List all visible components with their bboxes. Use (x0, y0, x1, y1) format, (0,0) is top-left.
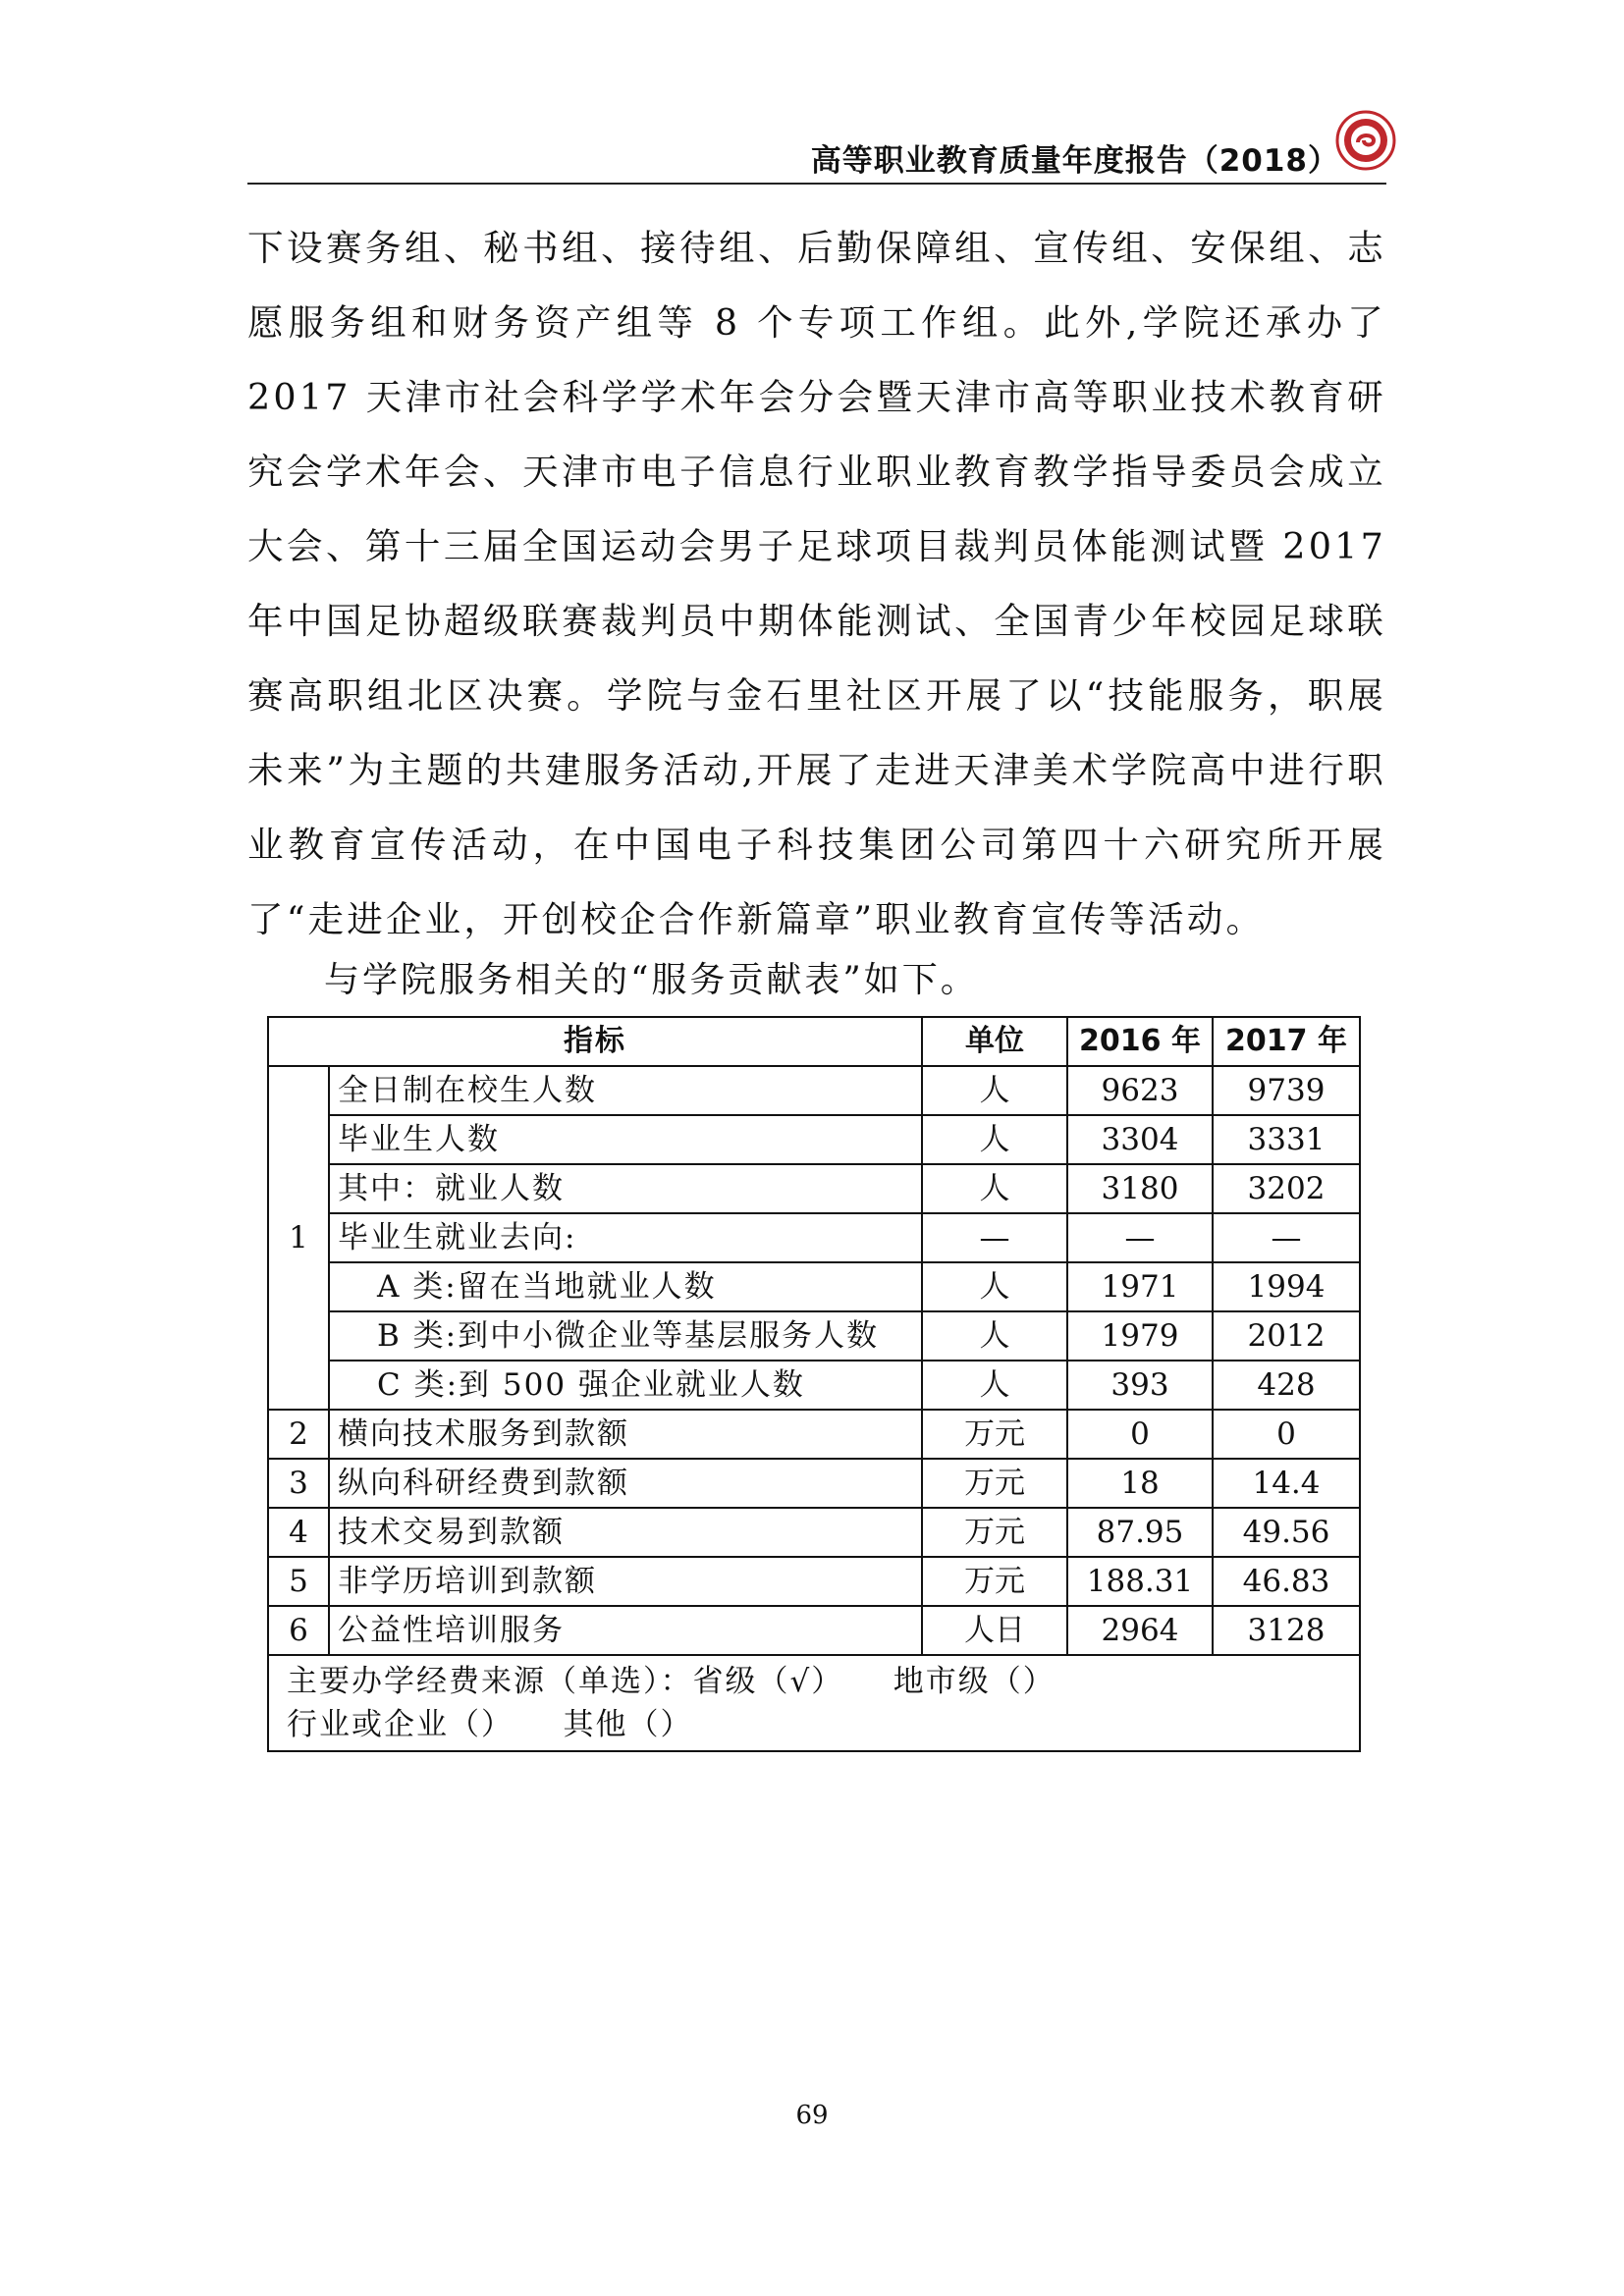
row-unit: 人 (922, 1262, 1067, 1311)
row-2017: 3202 (1213, 1164, 1360, 1213)
funding-source-line1: 主要办学经费来源（单选）：省级（√） 地市级（） (287, 1664, 1056, 1699)
row-unit: 人日 (922, 1606, 1067, 1655)
table-row (268, 1508, 1360, 1557)
row-2017: 49.56 (1213, 1508, 1360, 1557)
header-rule (247, 183, 1386, 185)
college-emblem-icon (1335, 110, 1396, 171)
row-2016: 188.31 (1067, 1557, 1213, 1606)
row-2016: 3304 (1067, 1115, 1213, 1164)
row-indicator: A 类:留在当地就业人数 (329, 1262, 922, 1311)
row-index: 6 (268, 1606, 329, 1655)
row-2016: 1971 (1067, 1262, 1213, 1311)
table-row (268, 1606, 1360, 1655)
row-unit: 万元 (922, 1508, 1067, 1557)
row-2016: 1979 (1067, 1311, 1213, 1361)
row-2016: 0 (1067, 1410, 1213, 1459)
row-indicator: C 类:到 500 强企业就业人数 (329, 1361, 922, 1410)
row-2016: 2964 (1067, 1606, 1213, 1655)
row-2016: 18 (1067, 1459, 1213, 1508)
table-row (268, 1361, 1360, 1410)
row-2016: 87.95 (1067, 1508, 1213, 1557)
row-unit: 万元 (922, 1459, 1067, 1508)
row-indicator: 毕业生就业去向: (329, 1213, 922, 1262)
row-2017: 46.83 (1213, 1557, 1360, 1606)
row-unit: 人 (922, 1066, 1067, 1115)
row-unit: 人 (922, 1115, 1067, 1164)
row-2017: 3331 (1213, 1115, 1360, 1164)
row-indicator: B 类:到中小微企业等基层服务人数 (329, 1311, 922, 1361)
row-unit: 万元 (922, 1410, 1067, 1459)
row-indicator: 公益性培训服务 (329, 1606, 922, 1655)
row-indicator: 全日制在校生人数 (329, 1066, 922, 1115)
row-2017: 428 (1213, 1361, 1360, 1410)
row-2017: 9739 (1213, 1066, 1360, 1115)
row-indicator: 纵向科研经费到款额 (329, 1459, 922, 1508)
row-unit: 人 (922, 1164, 1067, 1213)
funding-source-cell (268, 1655, 1360, 1751)
row-2016: 9623 (1067, 1066, 1213, 1115)
header-2017: 2017 年 (1213, 1017, 1360, 1066)
table-row (268, 1066, 1360, 1115)
body-paragraph: 下设赛务组、秘书组、接待组、后勤保障组、宣传组、安保组、志愿服务组和财务资产组等 8 个专项工作组。此外,学院还承办了 2017 天津市社会科学学术年会分会暨天津市高等职业技术教育研究会学术年会、天津市电子信息行业职业教育教学指导委员会成立大会、第十三届全国运动会男子足球项目裁判员体能测试暨 2017 年中国足协超级联赛裁判员中期体能测试、全国青少年校园足球联赛高职组北区决赛。学院与金石里社区开展了以“技能服务，职展未来”为主题的共建服务活动,开展了走进天津美术学院高中进行职业教育宣传活动，在中国电子科技集团公司第四十六研究所开展了“走进企业，开创校企合作新篇章”职业教育宣传等活动。 (247, 227, 1386, 940)
row-index: 4 (268, 1508, 329, 1557)
table-row (268, 1410, 1360, 1459)
header-indicator: 指标 (268, 1017, 922, 1066)
row-indicator: 技术交易到款额 (329, 1508, 922, 1557)
row-index: 2 (268, 1410, 329, 1459)
row-index: 1 (268, 1066, 329, 1410)
header-2016: 2016 年 (1067, 1017, 1213, 1066)
table-footer-row (268, 1655, 1360, 1751)
table-row (268, 1557, 1360, 1606)
row-indicator: 非学历培训到款额 (329, 1557, 922, 1606)
row-2017: 2012 (1213, 1311, 1360, 1361)
row-2017: 14.4 (1213, 1459, 1360, 1508)
table-row (268, 1115, 1360, 1164)
row-indicator: 其中：就业人数 (329, 1164, 922, 1213)
table-header-row (268, 1017, 1360, 1066)
row-2017: 0 (1213, 1410, 1360, 1459)
row-2016: 393 (1067, 1361, 1213, 1410)
row-unit: 万元 (922, 1557, 1067, 1606)
table-row (268, 1213, 1360, 1262)
row-2017: 1994 (1213, 1262, 1360, 1311)
row-2016: — (1067, 1213, 1213, 1262)
row-unit: 人 (922, 1361, 1067, 1410)
report-header-title: 高等职业教育质量年度报告（2018） (810, 143, 1339, 179)
header-unit: 单位 (922, 1017, 1067, 1066)
table-row (268, 1459, 1360, 1508)
page-number: 69 (795, 2101, 829, 2130)
row-unit: — (922, 1213, 1067, 1262)
row-indicator: 横向技术服务到款额 (329, 1410, 922, 1459)
row-2016: 3180 (1067, 1164, 1213, 1213)
row-unit: 人 (922, 1311, 1067, 1361)
row-index: 3 (268, 1459, 329, 1508)
body-text (247, 211, 1386, 957)
service-contribution-table (267, 1016, 1361, 1752)
table-intro: 与学院服务相关的“服务贡献表”如下。 (324, 960, 979, 1000)
funding-source-line2: 行业或企业（） 其他（） (287, 1707, 693, 1742)
row-indicator: 毕业生人数 (329, 1115, 922, 1164)
table-row (268, 1262, 1360, 1311)
row-2017: — (1213, 1213, 1360, 1262)
row-2017: 3128 (1213, 1606, 1360, 1655)
row-index: 5 (268, 1557, 329, 1606)
table-row (268, 1311, 1360, 1361)
table-row (268, 1164, 1360, 1213)
